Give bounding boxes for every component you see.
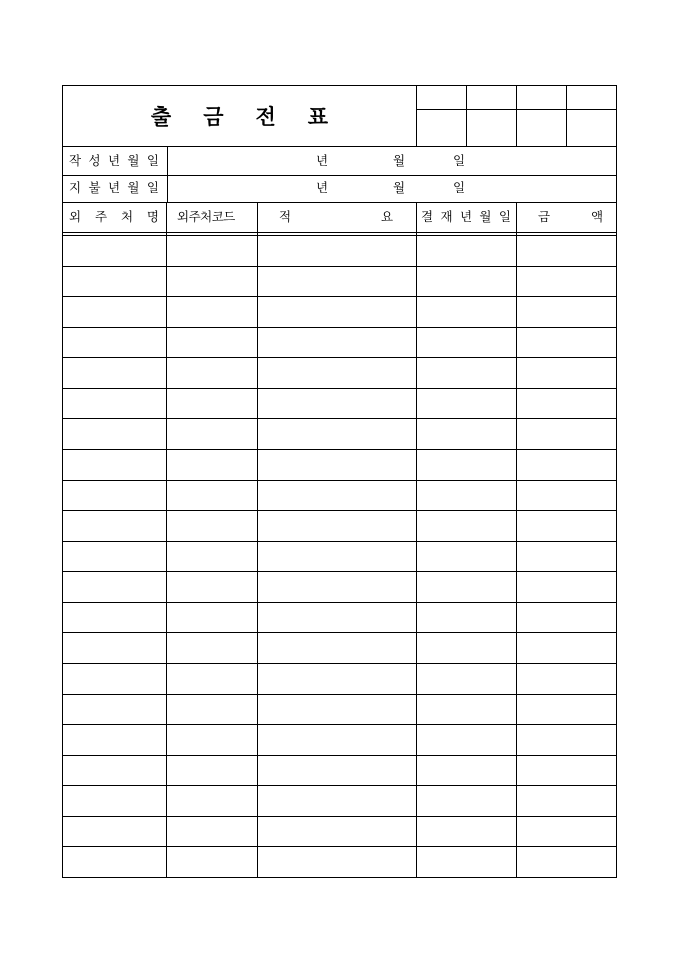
row-divider [63, 235, 616, 236]
label-column-divider [167, 146, 168, 202]
header-summary-right: 요 [381, 209, 394, 224]
table-column-divider [416, 202, 417, 877]
table-row-divider [63, 266, 616, 267]
table-column-divider [516, 202, 517, 877]
table-row-divider [63, 663, 616, 664]
approval-box-border [416, 86, 417, 146]
title-char: 금 [203, 104, 224, 129]
title-char: 출 [150, 104, 172, 129]
table-row-divider [63, 785, 616, 786]
table-row-divider [63, 602, 616, 603]
table-column-divider [166, 202, 167, 877]
header-amount-right: 액 [591, 209, 604, 224]
header-vendor-code: 외주처코드 [177, 209, 235, 224]
title-char: 표 [307, 104, 329, 129]
table-row-divider [63, 480, 616, 481]
header-vendor-name: 외 주 처 명 [69, 209, 159, 224]
row-divider [63, 175, 616, 176]
table-row-divider [63, 388, 616, 389]
table-row-divider [63, 449, 616, 450]
approval-box-divider [416, 109, 616, 110]
approval-box-divider [516, 86, 517, 146]
row-divider [63, 202, 616, 203]
payment-date-year-field[interactable]: 년 [316, 180, 329, 195]
written-date-month-field[interactable]: 월 [393, 153, 406, 168]
table-row-divider [63, 296, 616, 297]
table-row-divider [63, 541, 616, 542]
written-date-day-field[interactable]: 일 [453, 153, 466, 168]
payment-date-label: 지 불 년 월 일 [69, 180, 159, 195]
table-row-divider [63, 510, 616, 511]
payment-date-month-field[interactable]: 월 [393, 180, 406, 195]
table-row-divider [63, 418, 616, 419]
approval-box-divider [566, 86, 567, 146]
table-row-divider [63, 846, 616, 847]
row-divider [63, 232, 616, 233]
payment-date-day-field[interactable]: 일 [453, 180, 466, 195]
approval-box-divider [466, 86, 467, 146]
header-amount-left: 금 [538, 209, 551, 224]
table-row-divider [63, 357, 616, 358]
table-row-divider [63, 694, 616, 695]
table-row-divider [63, 755, 616, 756]
header-settlement-date: 결 재 년 월 일 [421, 209, 511, 224]
table-row-divider [63, 816, 616, 817]
written-date-label: 작 성 년 월 일 [69, 153, 159, 168]
title-char: 전 [255, 104, 276, 129]
table-row-divider [63, 632, 616, 633]
table-row-divider [63, 571, 616, 572]
written-date-year-field[interactable]: 년 [316, 153, 329, 168]
table-row-divider [63, 327, 616, 328]
header-summary-left: 적 [279, 209, 292, 224]
form-title [63, 86, 416, 146]
table-column-divider [257, 202, 258, 877]
row-divider [63, 146, 616, 147]
table-row-divider [63, 724, 616, 725]
payment-slip-form [62, 85, 617, 878]
